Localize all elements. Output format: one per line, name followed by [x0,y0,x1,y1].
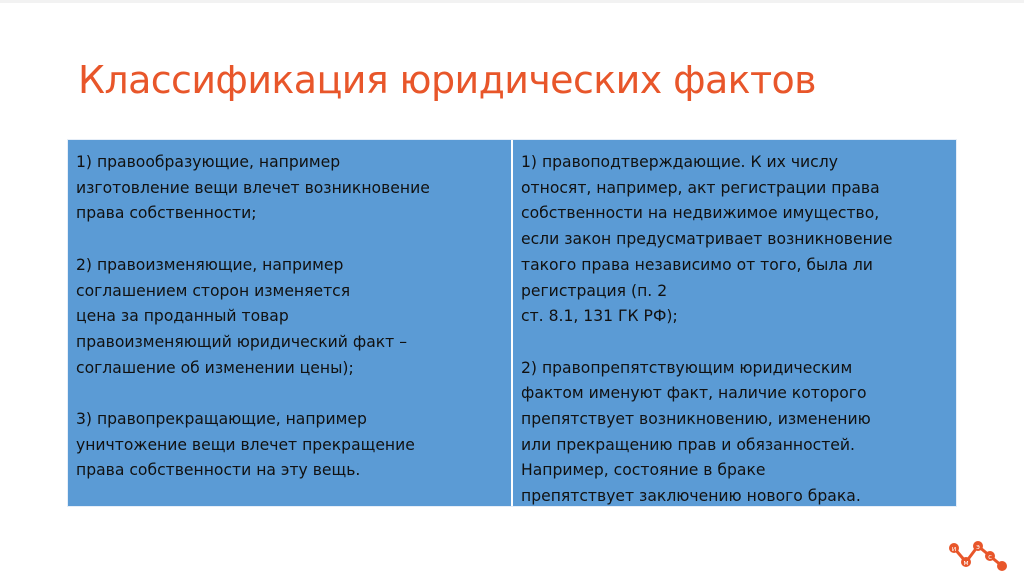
text-line: препятствует возникновению, изменению [521,410,871,429]
text-line: или прекращению прав и обязанностей. [521,435,855,454]
logo-letter: м [963,559,969,567]
text-line: 3) правопрекращающие, например [76,410,367,428]
paragraph-gap [76,381,505,407]
text-line: 2) правоизменяющие, например [76,255,344,274]
text-line: относят, например, акт регистрации права [521,178,880,197]
text-line: 2) правопрепятствующим юридическим [521,358,853,377]
text-line: Например, состояние в браке [521,461,766,480]
logo-letter: э [976,543,980,551]
text-line: права собственности на эту вещь. [76,461,361,480]
text-line: препятствует заключению нового брака. [521,487,861,506]
text-line: соглашением сторон изменяется [76,281,351,300]
slide-title: Классификация юридических фактов [78,58,816,102]
text-line: соглашение об изменении цены); [76,358,354,377]
facts-table [67,139,957,507]
table-column-right [513,140,956,506]
text-line: цена за проданный товар [76,307,289,326]
text-line: уничтожение вещи влечет прекращение [76,435,415,454]
paragraph-gap [76,227,505,253]
text-line: собственности на недвижимое имущество, [521,204,880,223]
text-line: права собственности; [76,204,257,223]
paragraph-gap [521,330,950,356]
logo-letter: и [951,545,957,553]
slide-top-strip [0,0,1024,3]
text-line: такого права независимо от того, была ли [521,255,873,274]
text-line: 1) правоподтверждающие. К их числу [521,153,838,171]
imes-logo-graphic [948,526,1010,574]
imes-logo [948,526,1010,574]
text-line: ст. 8.1, 131 ГК РФ); [521,307,678,326]
text-line: фактом именуют факт, наличие которого [521,384,867,403]
text-line: правоизменяющий юридический факт – [76,332,408,351]
text-line: 1) правообразующие, например [76,153,341,171]
text-line: изготовление вещи влечет возникновение [76,178,430,197]
table-column-left [68,140,513,506]
logo-letter: с [988,553,992,561]
text-line: регистрация (п. 2 [521,281,668,300]
text-line: если закон предусматривает возникновение [521,230,893,249]
